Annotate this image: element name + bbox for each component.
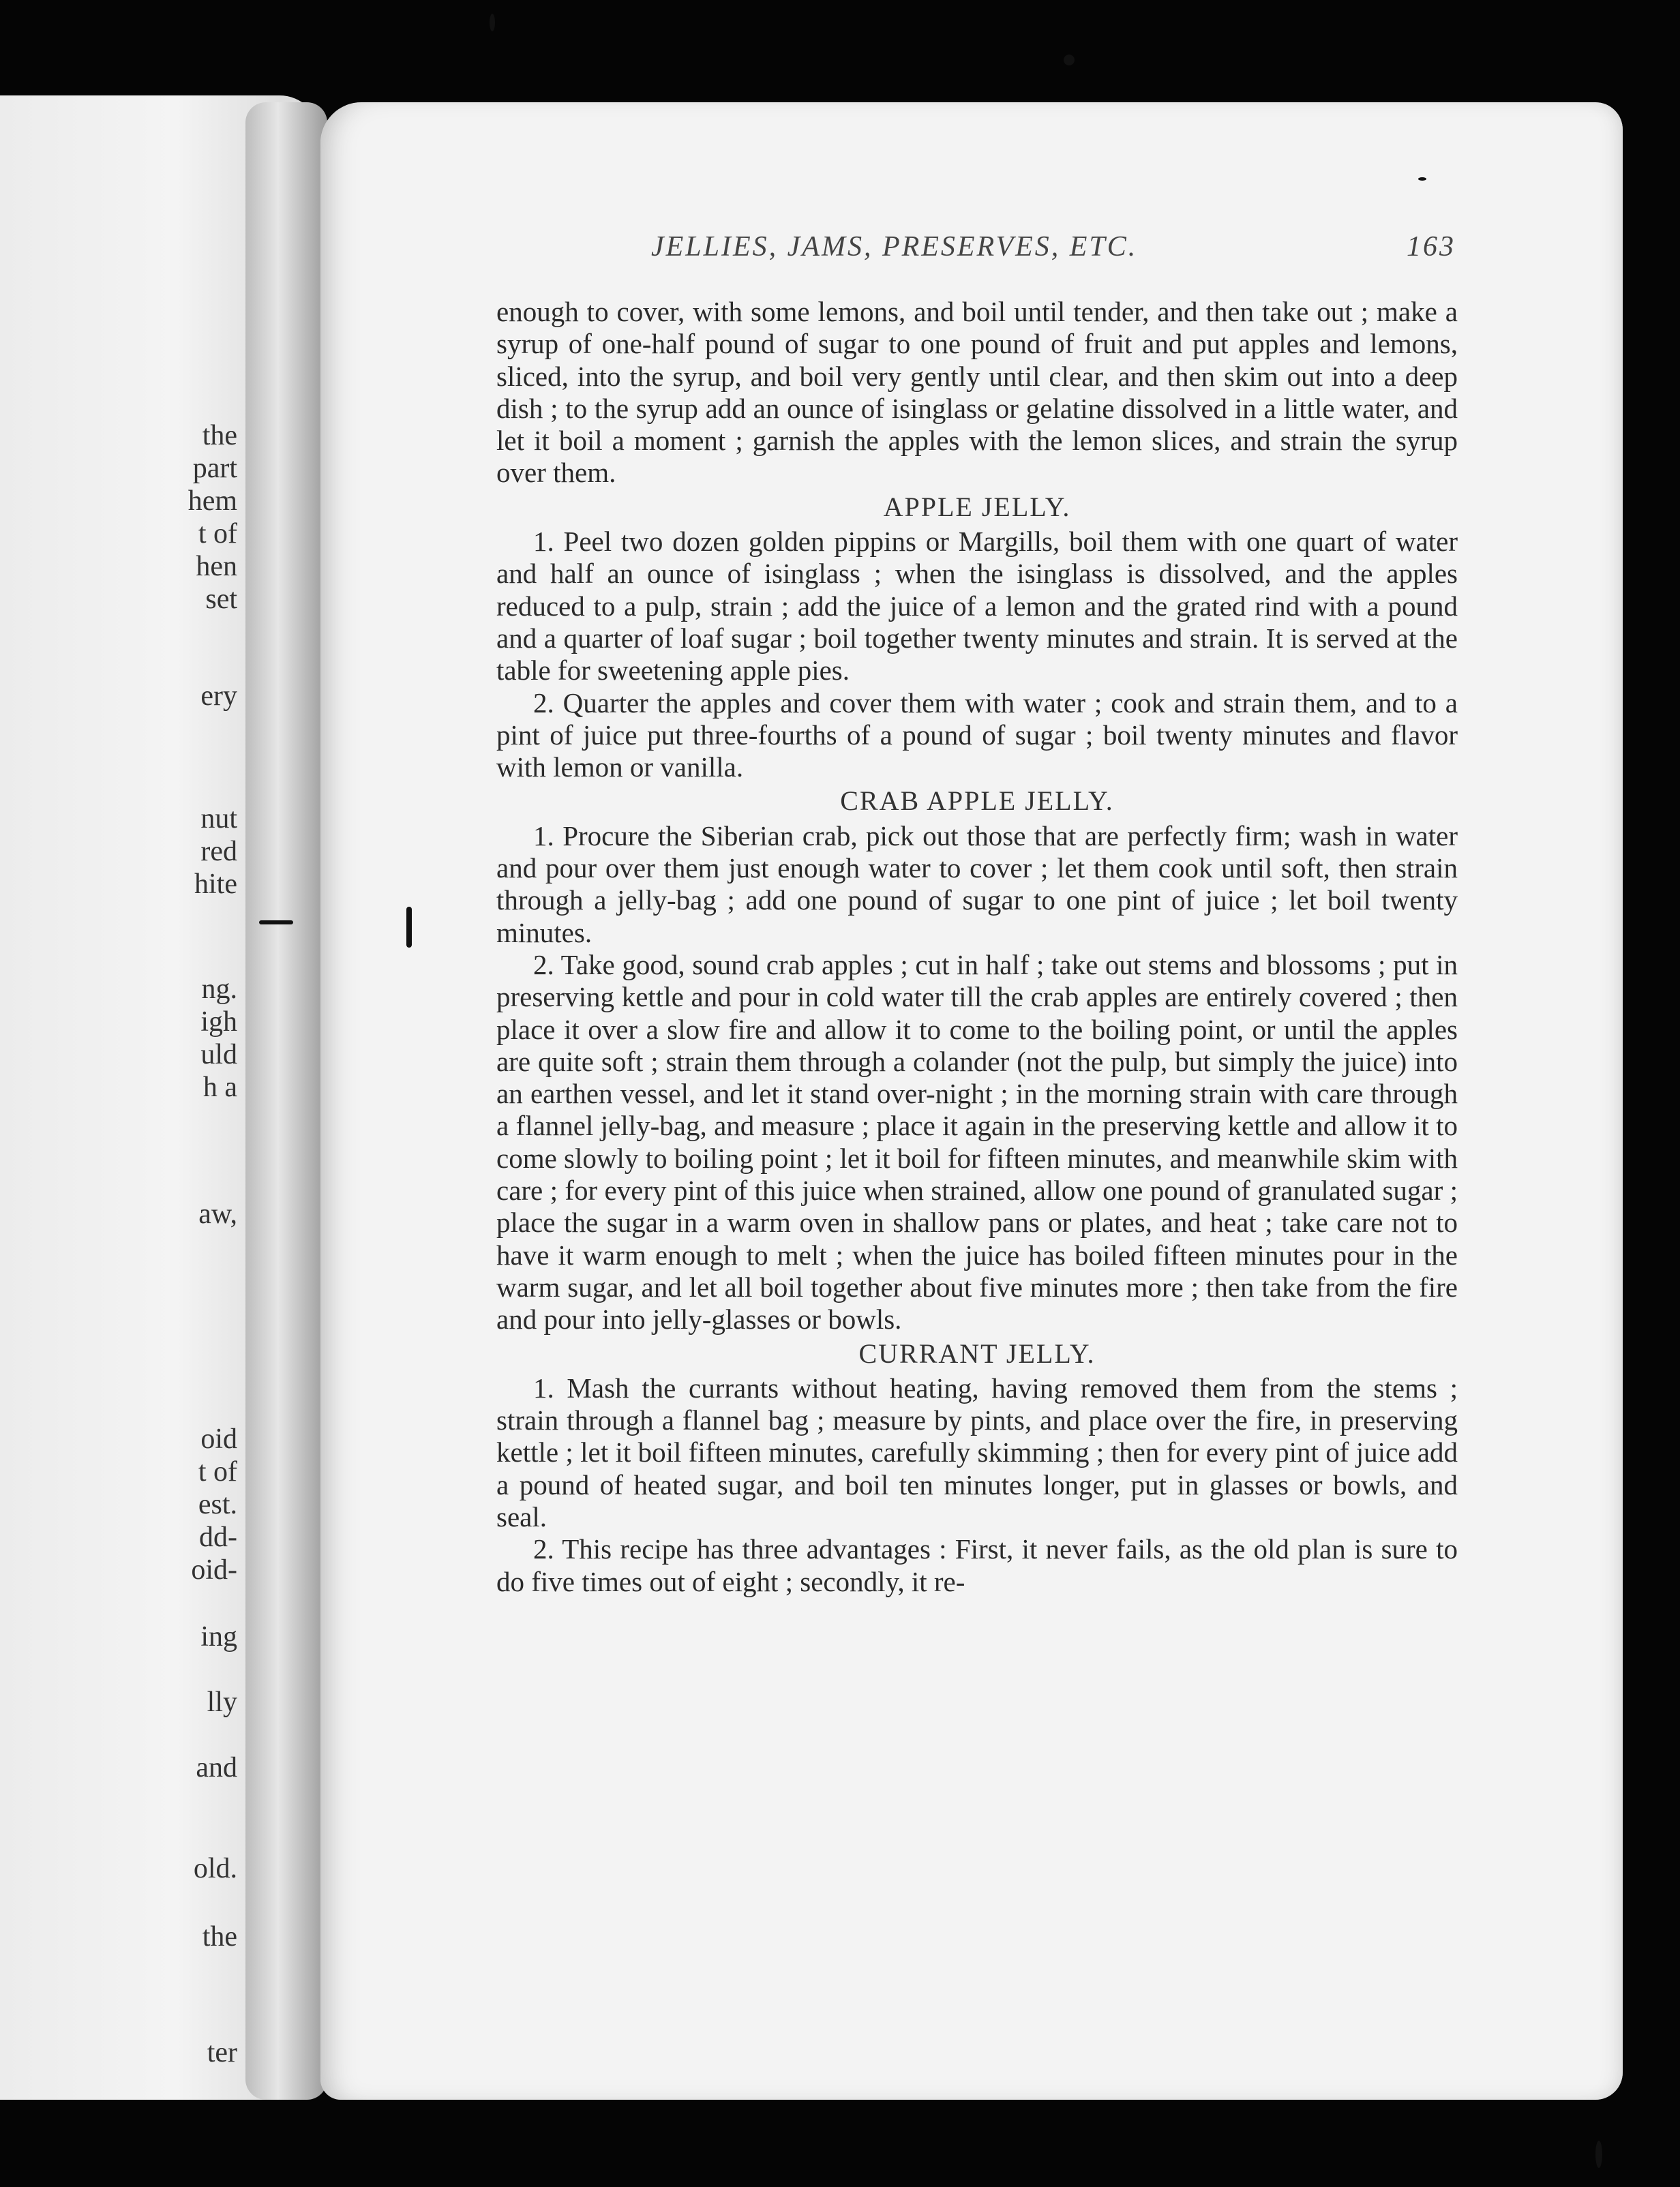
- running-head-title: JELLIES, JAMS, PRESERVES, ETC.: [651, 231, 1138, 262]
- fragment: nut: [200, 803, 237, 834]
- recipe-paragraph: 2. Take good, sound crab apples ; cut in half ; take out stems and blossoms ; put in preserving kettle and pour in cold water till the crab apples are entirely covered ; then place it over a slow fire and allow it to come to the boiling point, or until the apples are quite soft ; strain them through a colander (not the pulp, but simply the juice) into an earthen vessel, and let it stand over-night ; in the morning strain with care through a flannel jelly-bag, and measure ; place it again in the preserving kettle and allow it to come slowly to boiling point ; let it boil for fifteen minutes, and meanwhile skim with care ; for every pint of this juice when strained, allow one pound of granulated sugar ; place the sugar in a warm oven in shallow pans or plates, and heat ; take care not to have it warm enough to melt ; when the juice has boiled fifteen minutes pour in the warm sugar, and let all boil together about five minutes more ; then take from the fire and pour into jelly-glasses or bowls.: [496, 948, 1458, 1336]
- fragment: the: [202, 420, 237, 451]
- fragment: dd-: [199, 1522, 237, 1553]
- fragment: t of: [198, 1456, 237, 1488]
- recipe-paragraph: 2. This recipe has three advantages : First, it never fails, as the old plan is sure to do five times out of eight ; secondly, it re-: [496, 1533, 1458, 1597]
- fragment: est.: [198, 1489, 237, 1520]
- fragment: aw,: [198, 1198, 237, 1230]
- scan-speck: [1064, 55, 1075, 65]
- fragment: red: [200, 836, 237, 867]
- page-number: 163: [1407, 231, 1456, 262]
- fragment: ing: [200, 1621, 237, 1653]
- fragment: t of: [198, 518, 237, 549]
- recipe-paragraph: 1. Procure the Siberian crab, pick out those that are perfectly firm; wash in water and pour over them just enough water to cover ; let them cook until soft, then strain through a jelly-bag ; add one pound of sugar to one pint of juice ; let boil twenty minutes.: [496, 819, 1458, 948]
- fragment: hem: [188, 485, 237, 517]
- fragment: ter: [207, 2037, 237, 2068]
- fragment: and: [196, 1752, 237, 1783]
- recipe-paragraph: 1. Mash the currants without heating, having removed them from the stems ; strain through a flannel bag ; measure by pints, and place over the fire, in preserving kettle ; let it boil fifteen minutes, carefully skimming ; then for every pint of juice add a pound of heated sugar, and boil ten minutes longer, put in glasses or bowls, and seal.: [496, 1372, 1458, 1533]
- fragment: h a: [202, 1072, 237, 1103]
- fragment: lly: [207, 1687, 237, 1718]
- page-body: [496, 296, 1458, 1598]
- scan-speck: [259, 920, 293, 924]
- scan-speck: [406, 907, 412, 948]
- recipe-paragraph: 1. Peel two dozen golden pippins or Margills, boil them with one quart of water and half an ounce of isinglass ; when the isinglass is dissolved, and the apples reduced to a pulp, strain ; add the juice of a lemon and the grated rind with a pound and a quarter of loaf sugar ; boil together twenty minutes and strain. It is served at the table for sweetening apple pies.: [496, 526, 1458, 687]
- intro-paragraph: enough to cover, with some lemons, and boil until tender, and then take out ; make a syrup of one-half pound of sugar to one pound of fruit and put apples and lemons, sliced, into the syrup, and boil very gently until clear, and then skim out into a deep dish ; to the syrup add an ounce of isinglass or gelatine dissolved in a little water, and let it boil a moment ; garnish the apples with the lemon slices, and strain the syrup over them.: [496, 296, 1458, 489]
- section-heading-apple-jelly: APPLE JELLY.: [883, 491, 1071, 522]
- fragment: the: [202, 1921, 237, 1952]
- scan-speck: [1595, 2141, 1602, 2168]
- scan-speck: [1418, 177, 1426, 181]
- fragment: hite: [194, 869, 237, 900]
- fragment: ng.: [201, 974, 237, 1005]
- fragment: uld: [200, 1039, 237, 1070]
- recipe-paragraph: 2. Quarter the apples and cover them with water ; cook and strain them, and to a pint of juice put three-fourths of a pound of sugar ; boil twenty minutes and flavor with lemon or vanilla.: [496, 687, 1458, 783]
- fragment: old.: [193, 1853, 237, 1884]
- running-head: [651, 230, 1456, 263]
- fragment: igh: [200, 1006, 237, 1038]
- fragment: oid-: [191, 1554, 237, 1586]
- fragment: part: [192, 453, 237, 484]
- scan-speck: [490, 14, 495, 31]
- section-heading-currant-jelly: CURRANT JELLY.: [858, 1338, 1096, 1369]
- book-gutter: [245, 102, 327, 2100]
- section-heading-crab-apple-jelly: CRAB APPLE JELLY.: [840, 785, 1114, 817]
- fragment: oid: [200, 1423, 237, 1455]
- fragment: ery: [200, 680, 237, 712]
- left-page-text-fragments: [0, 95, 239, 2100]
- fragment: hen: [196, 551, 237, 582]
- fragment: set: [205, 584, 237, 615]
